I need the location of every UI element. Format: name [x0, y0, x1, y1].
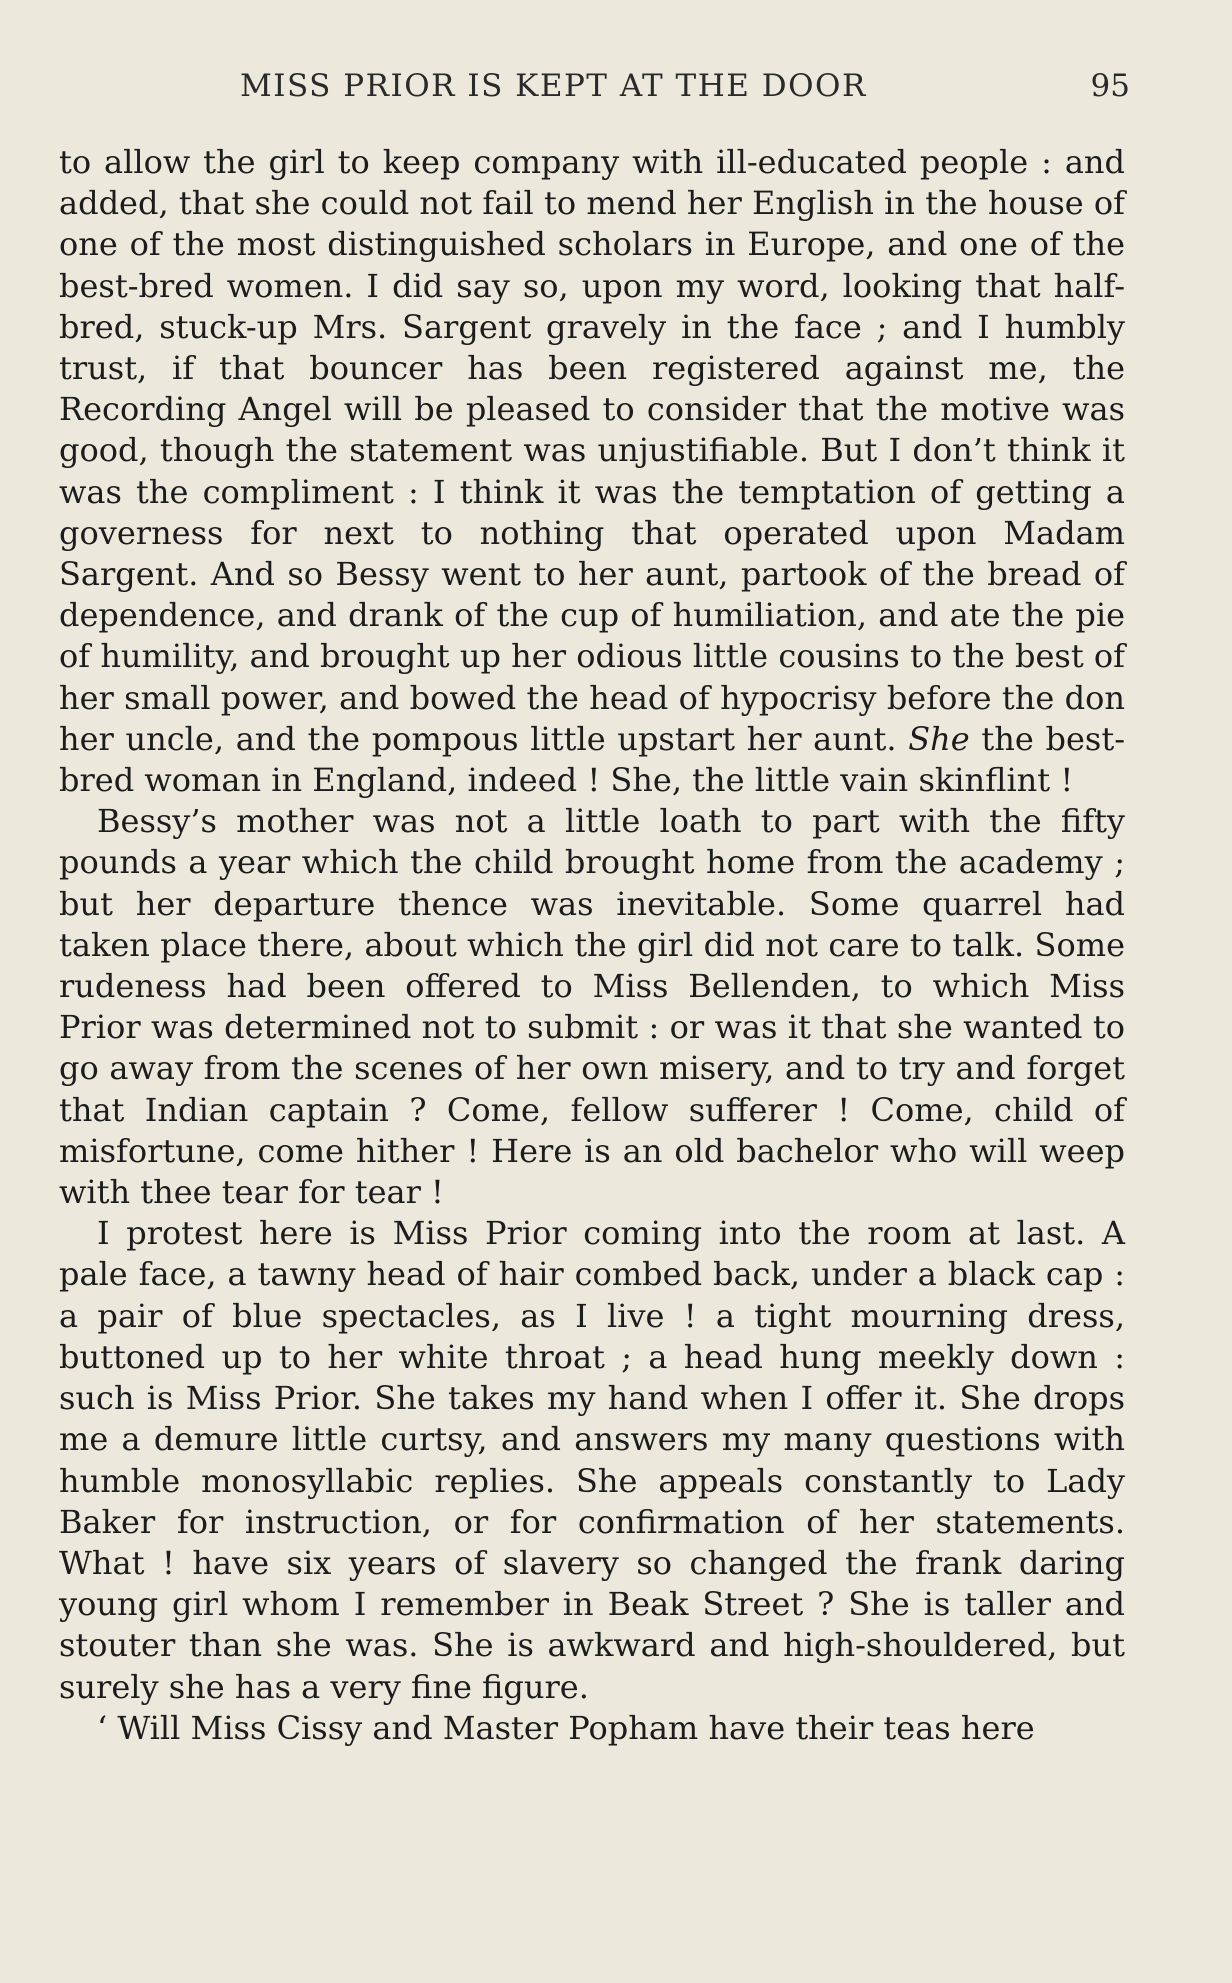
page-header [60, 62, 1130, 112]
paragraph-1: to allow the girl to keep company with ill-educated people : and added, that she could not fail to mend her English in the house of one of the most distinguished scholars in Europe, and one of the best-bred women. I did say so, upon my word, looking that half-bred, stuck-up Mrs. Sargent gravely in the face ; and I humbly trust, if that bouncer has been registered against me, the Recording Angel will be pleased to consider that the motive was good, though the statement was unjustifiable. But I don’t think it was the compliment : I think it was the temptation of getting a governess for next to nothing that operated upon Madam Sargent. And so Bessy went to her aunt, partook of the bread of dependence, and drank of the cup of humiliation, and ate the pie of humility, and brought up her odious little cousins to the best of her small power, and bowed the head of hypocrisy before the don her uncle, and the pompous little upstart her aunt. She the best-bred woman in England, indeed ! She, the little vain skinflint ! [59, 143, 1126, 800]
paragraph-2: Bessy’s mother was not a little loath to part with the fifty pounds a year which the child brought home from the academy ; but her departure thence was inevitable. Some quarrel had taken place there, about which the girl did not care to talk. Some rudeness had been offered to Miss Bellenden, to which Miss Prior was determined not to submit : or was it that she wanted to go away from the scenes of her own misery, and to try and forget that Indian captain ? Come, fellow sufferer ! Come, child of misfortune, come hither ! Here is an old bachelor who will weep with thee tear for tear ! [59, 802, 1125, 1212]
body-text [59, 142, 1125, 1749]
running-head: MISS PRIOR IS KEPT AT THE DOOR [240, 68, 867, 104]
page-number: 95 [1090, 68, 1130, 104]
paragraph-3: I protest here is Miss Prior coming into the room at last. A pale face, a tawny head of hair combed back, under a black cap : a pair of blue spectacles, as I live ! a tight mourning dress, buttoned up to her white throat ; a head hung meekly down : such is Miss Prior. She takes my hand when I offer it. She drops me a demure little curtsy, and answers my many questions with humble monosyllabic replies. She appeals constantly to Lady Baker for instruction, or for confirmation of her statements. What ! have six years of slavery so changed the frank daring young girl whom I remember in Beak Street ? She is taller and stouter than she was. She is awkward and high-shouldered, but surely she has a very fine figure. [59, 1214, 1125, 1706]
emphasis: She [908, 719, 970, 758]
paragraph-4: ‘ Will Miss Cissy and Master Popham have their teas here [97, 1708, 1035, 1747]
